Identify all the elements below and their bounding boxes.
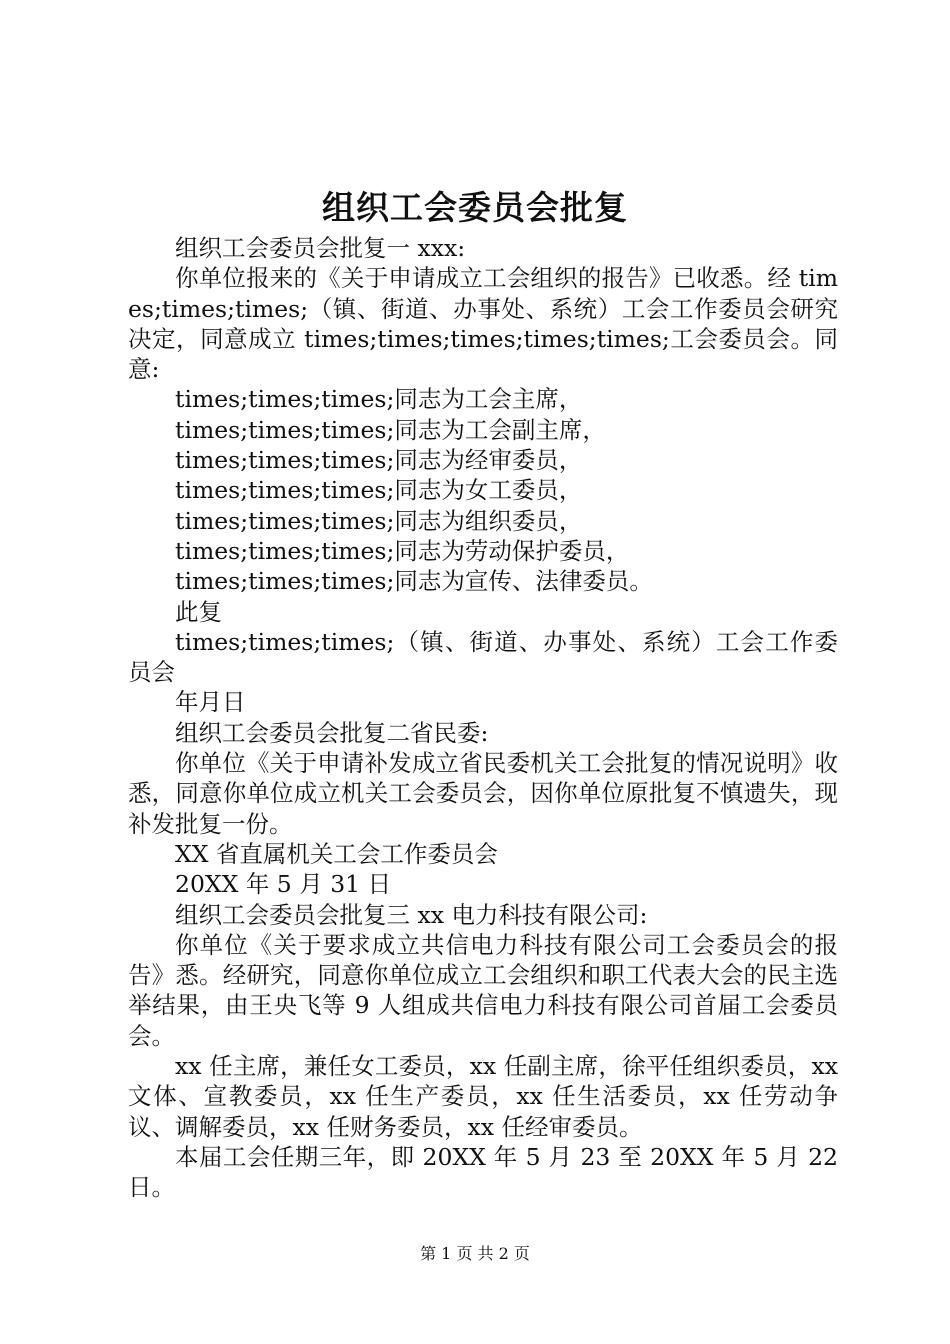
paragraph: 你单位《关于申请补发成立省民委机关工会批复的情况说明》收悉，同意你单位成立机关工会委员会，因你单位原批复不慎遗失，现补发批复一份。 — [128, 749, 838, 838]
document-title: 组织工会委员会批复 — [322, 188, 628, 227]
paragraph: xx 任主席，兼任女工委员，xx 任副主席，徐平任组织委员，xx 文体、宣教委员，xx 任生产委员，xx 任生活委员，xx 任劳动争议、调解委员，xx 任财务委员，xx 任经审委员。 — [128, 1052, 838, 1141]
paragraph: 年月日 — [175, 688, 246, 717]
paragraph: times;times;times;同志为组织委员， — [175, 506, 583, 535]
paragraph: times;times;times;同志为工会主席， — [175, 385, 583, 414]
paragraph: times;times;times;同志为女工委员， — [175, 476, 583, 505]
paragraph: times;times;times;同志为工会副主席， — [175, 415, 606, 444]
paragraph: 组织工会委员会批复一 xxx: — [175, 234, 466, 262]
paragraph: 组织工会委员会批复三 xx 电力科技有限公司: — [175, 900, 648, 929]
paragraph: times;times;times;同志为劳动保护委员， — [175, 536, 630, 565]
paragraph: XX 省直属机关工会工作委员会 — [175, 839, 498, 868]
paragraph: 你单位《关于要求成立共信电力科技有限公司工会委员会的报告》悉。经研究，同意你单位成立工会组织和职工代表大会的民主选举结果，由王央飞等 9 人组成共信电力科技有限公司首届工会委员会。 — [128, 930, 838, 1050]
paragraph: 本届工会任期三年，即 20XX 年 5 月 23 至 20XX 年 5 月 22 日。 — [128, 1142, 838, 1202]
paragraph: times;times;times;同志为经审委员， — [175, 446, 583, 475]
paragraph: 此复 — [175, 597, 222, 626]
page-number-footer: 第 1 页 共 2 页 — [420, 1244, 530, 1263]
paragraph: 你单位报来的《关于申请成立工会组织的报告》已收悉。经 times;times;times;（镇、街道、办事处、系统）工会工作委员会研究决定，同意成立 times;times;times;times;times;工会委员会。同意: — [128, 264, 838, 384]
document-body — [128, 233, 838, 1203]
paragraph: 20XX 年 5 月 31 日 — [175, 870, 392, 899]
paragraph: times;times;times;同志为宣传、法律委员。 — [175, 567, 653, 596]
paragraph: 组织工会委员会批复二省民委: — [175, 718, 489, 747]
paragraph: times;times;times;（镇、街道、办事处、系统）工会工作委员会 — [128, 627, 838, 687]
